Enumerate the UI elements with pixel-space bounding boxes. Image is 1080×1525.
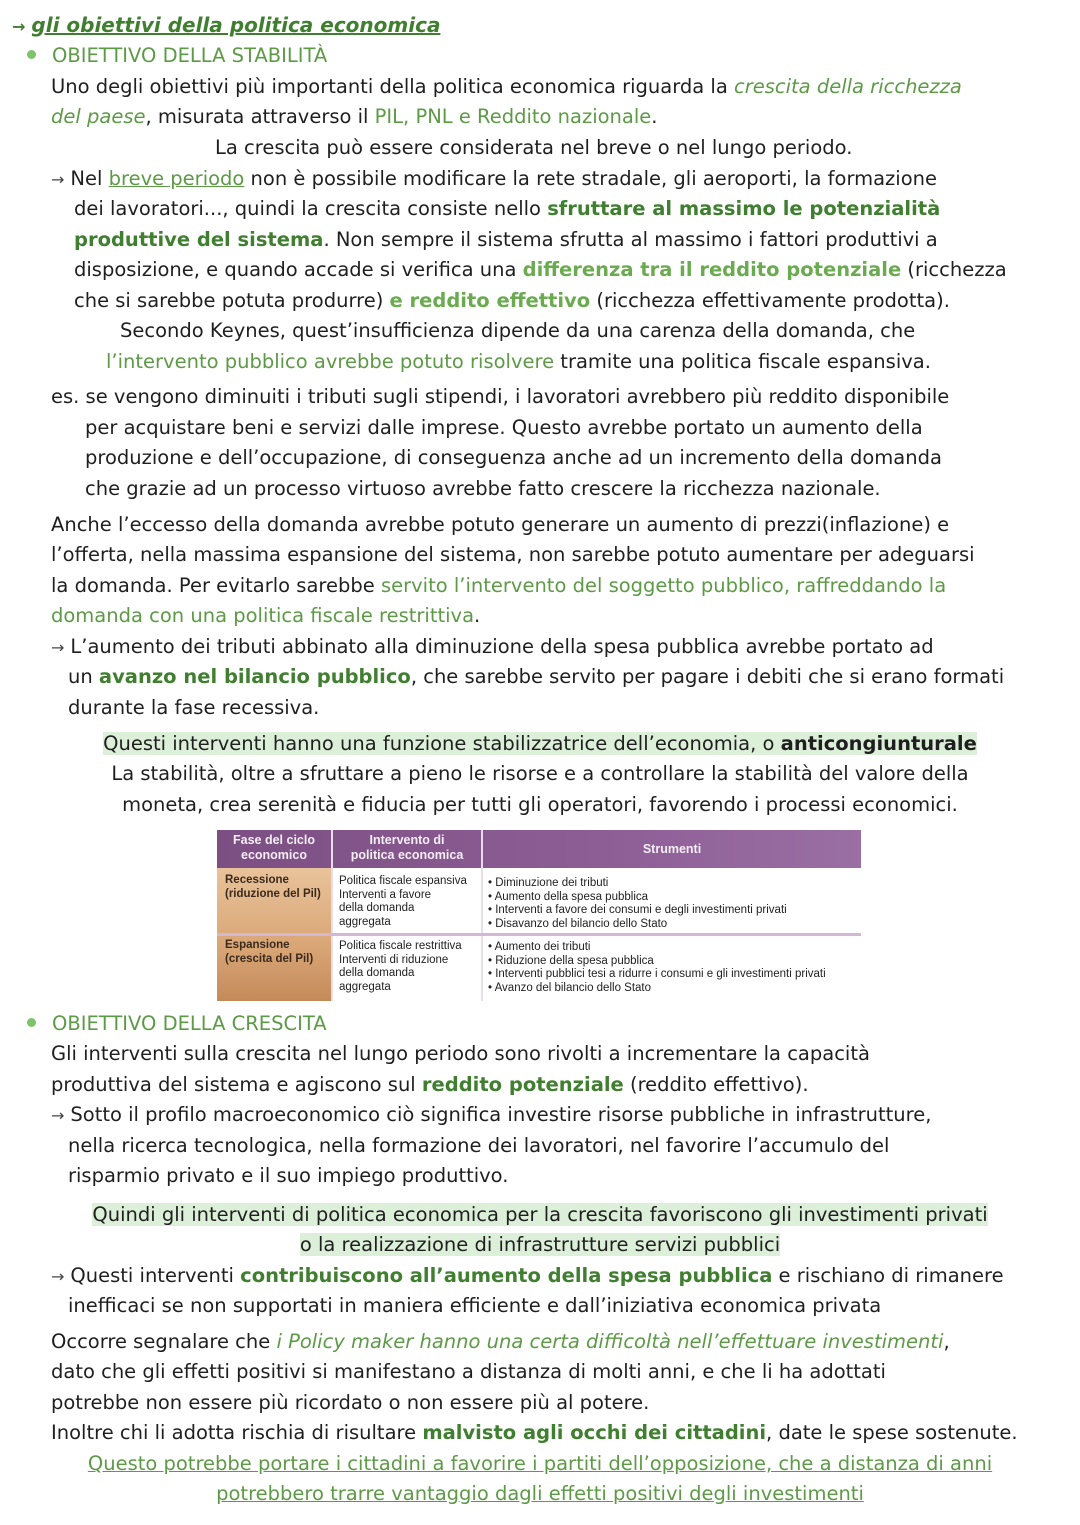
text-bold-green: sfruttare al massimo le potenzialità <box>547 197 941 220</box>
text: Secondo Keynes, quest’insufficienza dipende da una carenza della domanda, che <box>120 319 916 342</box>
cell-line: Politica fiscale restrittiva <box>339 940 462 952</box>
paragraph-line <box>85 413 923 444</box>
text-bold-green: e reddito effettivo <box>389 289 591 312</box>
text-italic-green: i Policy maker hanno una certa difficoltà nell’effettuare investimenti <box>276 1330 944 1353</box>
arrow-icon: → <box>51 638 65 657</box>
paragraph-line <box>51 1327 950 1358</box>
text: L’aumento dei tributi abbinato alla diminuzione della spesa pubblica avrebbe portato ad <box>70 635 934 658</box>
paragraph-line <box>0 1479 1080 1510</box>
paragraph-line <box>51 1039 870 1070</box>
growth-heading-row <box>27 1009 327 1040</box>
text-underlined: breve periodo <box>108 167 245 190</box>
paragraph-line <box>51 540 975 571</box>
paragraph-line <box>68 1291 881 1322</box>
economic-policy-table <box>217 830 861 1001</box>
paragraph-line <box>51 510 949 541</box>
stability-heading-row <box>27 41 327 72</box>
paragraph-line <box>68 662 1004 693</box>
header-cell-tools <box>483 842 861 857</box>
page-title-row <box>12 10 440 43</box>
row-tools-expansion <box>488 941 826 995</box>
paragraph-line <box>51 1357 886 1388</box>
header-cell-intervention <box>333 833 481 863</box>
text-bold-green: produttive del sistema <box>74 228 324 251</box>
text: Questi interventi <box>70 1264 241 1287</box>
row-divider <box>217 933 861 936</box>
cell-line: Interventi di riduzione <box>339 953 449 966</box>
text: dei lavoratori..., quindi la crescita consiste nello <box>74 197 548 220</box>
text: Anche l’eccesso della domanda avrebbe potuto generare un aumento di prezzi(inflazione) e <box>51 513 950 536</box>
arrow-icon: → <box>12 17 26 36</box>
text-bold-green: malvisto agli occhi dei cittadini <box>422 1421 767 1444</box>
highlight-line <box>0 1230 1080 1261</box>
cell-line: • Riduzione della spesa pubblica <box>488 954 654 967</box>
paragraph-line <box>68 1131 889 1162</box>
paragraph-line <box>51 72 962 103</box>
header-line: Intervento di <box>369 833 445 847</box>
row-phase-recession <box>225 874 321 901</box>
cell-line: • Disavanzo del bilancio dello Stato <box>488 917 668 930</box>
arrow-icon: → <box>51 1267 65 1286</box>
highlight-line <box>0 1200 1080 1231</box>
text: disposizione, e quando accade si verifica una <box>74 258 523 281</box>
paragraph-line <box>74 255 1007 286</box>
text: , date le spese sostenute. <box>766 1421 1018 1444</box>
text: Gli interventi sulla crescita nel lungo periodo sono rivolti a incrementare la capacità <box>51 1042 870 1065</box>
paragraph-line <box>68 693 319 724</box>
row-intervention-recession <box>339 875 467 929</box>
cell-line: • Interventi a favore dei consumi e degli investimenti privati <box>488 904 787 916</box>
paragraph-line <box>51 571 946 602</box>
text-italic-green: del paese <box>51 105 146 128</box>
text-bold-green: reddito potenziale <box>421 1073 624 1096</box>
text: , misurata attraverso il <box>145 105 375 128</box>
arrow-icon: → <box>51 170 65 189</box>
text: La stabilità, oltre a sfruttare a pieno le risorse e a controllare la stabilità del valore della <box>111 762 969 785</box>
text: la domanda. Per evitarlo sarebbe <box>51 574 381 597</box>
text: Uno degli obiettivi più importanti della politica economica riguarda la <box>51 75 734 98</box>
bullet-icon <box>27 50 36 59</box>
cell-line: • Avanzo del bilancio dello Stato <box>488 981 652 994</box>
arrow-icon: → <box>51 1106 65 1125</box>
paragraph-line <box>51 1070 809 1101</box>
cell-line: • Interventi pubblici tesi a ridurre i consumi e gli investimenti privati <box>488 968 826 980</box>
paragraph-line <box>85 443 942 474</box>
text-green: l’intervento pubblico avrebbe potuto risolvere <box>106 350 555 373</box>
text: . Non sempre il sistema sfrutta al massimo i fattori produttivi a <box>323 228 938 251</box>
paragraph-line <box>215 133 852 164</box>
text: , che sarebbe servito per pagare i debiti che si erano formati <box>410 665 1005 688</box>
paragraph-line <box>51 601 480 632</box>
text-green: servito l’intervento del soggetto pubblico, raffreddando la <box>380 574 947 597</box>
highlight-line <box>0 729 1080 760</box>
text: l’offerta, nella massima espansione del sistema, non sarebbe potuto aumentare per adeguarsi <box>51 543 975 566</box>
text: , <box>943 1330 950 1353</box>
paragraph-line <box>85 474 881 505</box>
text-bold-green: contribuiscono all’aumento della spesa pubblica <box>240 1264 773 1287</box>
paragraph-line <box>51 632 934 664</box>
cell-line: • Aumento dei tributi <box>488 941 591 953</box>
text: Sotto il profilo macroeconomico ciò significa investire risorse pubbliche in infrastrutture, <box>70 1103 932 1126</box>
text: dato che gli effetti positivi si manifestano a distanza di molti anni, e che li ha adottati <box>51 1360 886 1383</box>
cell-line: (crescita del Pil) <box>225 952 314 965</box>
header-cell-phase <box>217 833 331 863</box>
row-intervention-expansion <box>339 940 462 994</box>
paragraph-line <box>74 194 940 225</box>
cell-line: Espansione <box>225 939 290 951</box>
header-line: economico <box>241 848 307 862</box>
text-bold-green: differenza tra il reddito potenziale <box>522 258 902 281</box>
text: La crescita può essere considerata nel breve o nel lungo periodo. <box>215 136 853 159</box>
row-phase-expansion <box>225 939 313 966</box>
text: (ricchezza effettivamente prodotta). <box>590 289 950 312</box>
text: tramite una politica fiscale espansiva. <box>554 350 931 373</box>
bullet-icon <box>27 1018 36 1027</box>
text: Questi interventi hanno una funzione stabilizzatrice dell’economia, o <box>103 732 781 755</box>
text: produttiva del sistema e agiscono sul <box>51 1073 422 1096</box>
stability-heading: OBIETTIVO DELLA STABILITÀ <box>52 44 328 67</box>
text: inefficaci se non supportati in maniera efficiente e dall’iniziativa economica privata <box>68 1294 882 1317</box>
text: (reddito effettivo). <box>623 1073 809 1096</box>
text: es. se vengono diminuiti i tributi sugli stipendi, i lavoratori avrebbero più reddito disponibile <box>51 385 950 408</box>
header-line: politica economica <box>350 848 464 862</box>
highlight-box: Quindi gli interventi di politica economica per la crescita favoriscono gli investimenti privati <box>92 1203 988 1226</box>
text: potrebbe non essere più ricordato o non essere più al potere. <box>51 1391 650 1414</box>
text: nella ricerca tecnologica, nella formazione dei lavoratori, nel favorire l’accumulo del <box>68 1134 890 1157</box>
text: Occorre segnalare che <box>51 1330 277 1353</box>
paragraph-line <box>120 316 915 347</box>
text: e rischiano di rimanere <box>772 1264 1004 1287</box>
cell-line: Recessione <box>225 874 289 886</box>
page-title: gli obiettivi della politica economica <box>31 13 441 37</box>
paragraph-line <box>51 164 937 196</box>
text: Nel <box>70 167 109 190</box>
cell-line: aggregata <box>339 915 391 928</box>
text: Inoltre chi li adotta rischia di risultare <box>51 1421 423 1444</box>
text: . <box>474 604 481 627</box>
paragraph-line <box>51 1261 1004 1293</box>
text: (ricchezza <box>901 258 1007 281</box>
text: che grazie ad un processo virtuoso avrebbe fatto crescere la ricchezza nazionale. <box>85 477 881 500</box>
paragraph-line <box>68 1161 508 1192</box>
text: risparmio privato e il suo impiego produttivo. <box>68 1164 509 1187</box>
text: produzione e dell’occupazione, di conseguenza anche ad un incremento della domanda <box>85 446 942 469</box>
cell-line: • Aumento della spesa pubblica <box>488 890 649 903</box>
text-underlined: Questo potrebbe portare i cittadini a favorire i partiti dell’opposizione, che a distanza di anni <box>87 1452 993 1475</box>
highlight-box <box>103 732 977 755</box>
paragraph-line <box>51 102 657 133</box>
paragraph-line <box>51 1100 931 1132</box>
cell-line: della domanda <box>339 967 415 979</box>
cell-line: Politica fiscale espansiva <box>339 875 467 887</box>
text: per acquistare beni e servizi dalle imprese. Questo avrebbe portato un aumento della <box>85 416 923 439</box>
paragraph-line <box>51 1418 1018 1449</box>
growth-heading: OBIETTIVO DELLA CRESCITA <box>52 1012 327 1035</box>
paragraph-line <box>0 1449 1080 1480</box>
text-bold: anticongiunturale <box>780 732 977 755</box>
paragraph-line <box>74 286 950 317</box>
text-italic-green: crescita della ricchezza <box>734 75 962 98</box>
cell-line: della domanda <box>339 902 415 914</box>
header-line: Strumenti <box>642 842 702 856</box>
paragraph-line <box>0 790 1080 821</box>
cell-line: aggregata <box>339 980 391 993</box>
text: durante la fase recessiva. <box>68 696 320 719</box>
text: moneta, crea serenità e fiducia per tutti gli operatori, favorendo i processi economici. <box>122 793 958 816</box>
text: che si sarebbe potuta produrre) <box>74 289 390 312</box>
cell-line: • Diminuzione dei tributi <box>488 877 609 889</box>
text: . <box>651 105 658 128</box>
text-green: PIL, PNL e Reddito nazionale <box>374 105 652 128</box>
text: un <box>68 665 99 688</box>
row-tools-recession <box>488 877 787 931</box>
highlight-box: o la realizzazione di infrastrutture servizi pubblici <box>299 1233 781 1256</box>
header-line: Fase del ciclo <box>233 833 315 847</box>
cell-line: Interventi a favore <box>339 888 432 901</box>
paragraph-line <box>51 382 949 413</box>
paragraph-line <box>74 225 938 256</box>
text-green: domanda con una politica fiscale restrittiva <box>51 604 475 627</box>
paragraph-line <box>106 347 931 378</box>
paragraph-line <box>51 1388 649 1419</box>
paragraph-line <box>0 759 1080 790</box>
text-bold-green: avanzo nel bilancio pubblico <box>98 665 411 688</box>
cell-line: (riduzione del Pil) <box>225 887 321 900</box>
text: non è possibile modificare la rete stradale, gli aeroporti, la formazione <box>244 167 937 190</box>
text-underlined: potrebbero trarre vantaggio dagli effetti positivi degli investimenti <box>216 1482 864 1505</box>
